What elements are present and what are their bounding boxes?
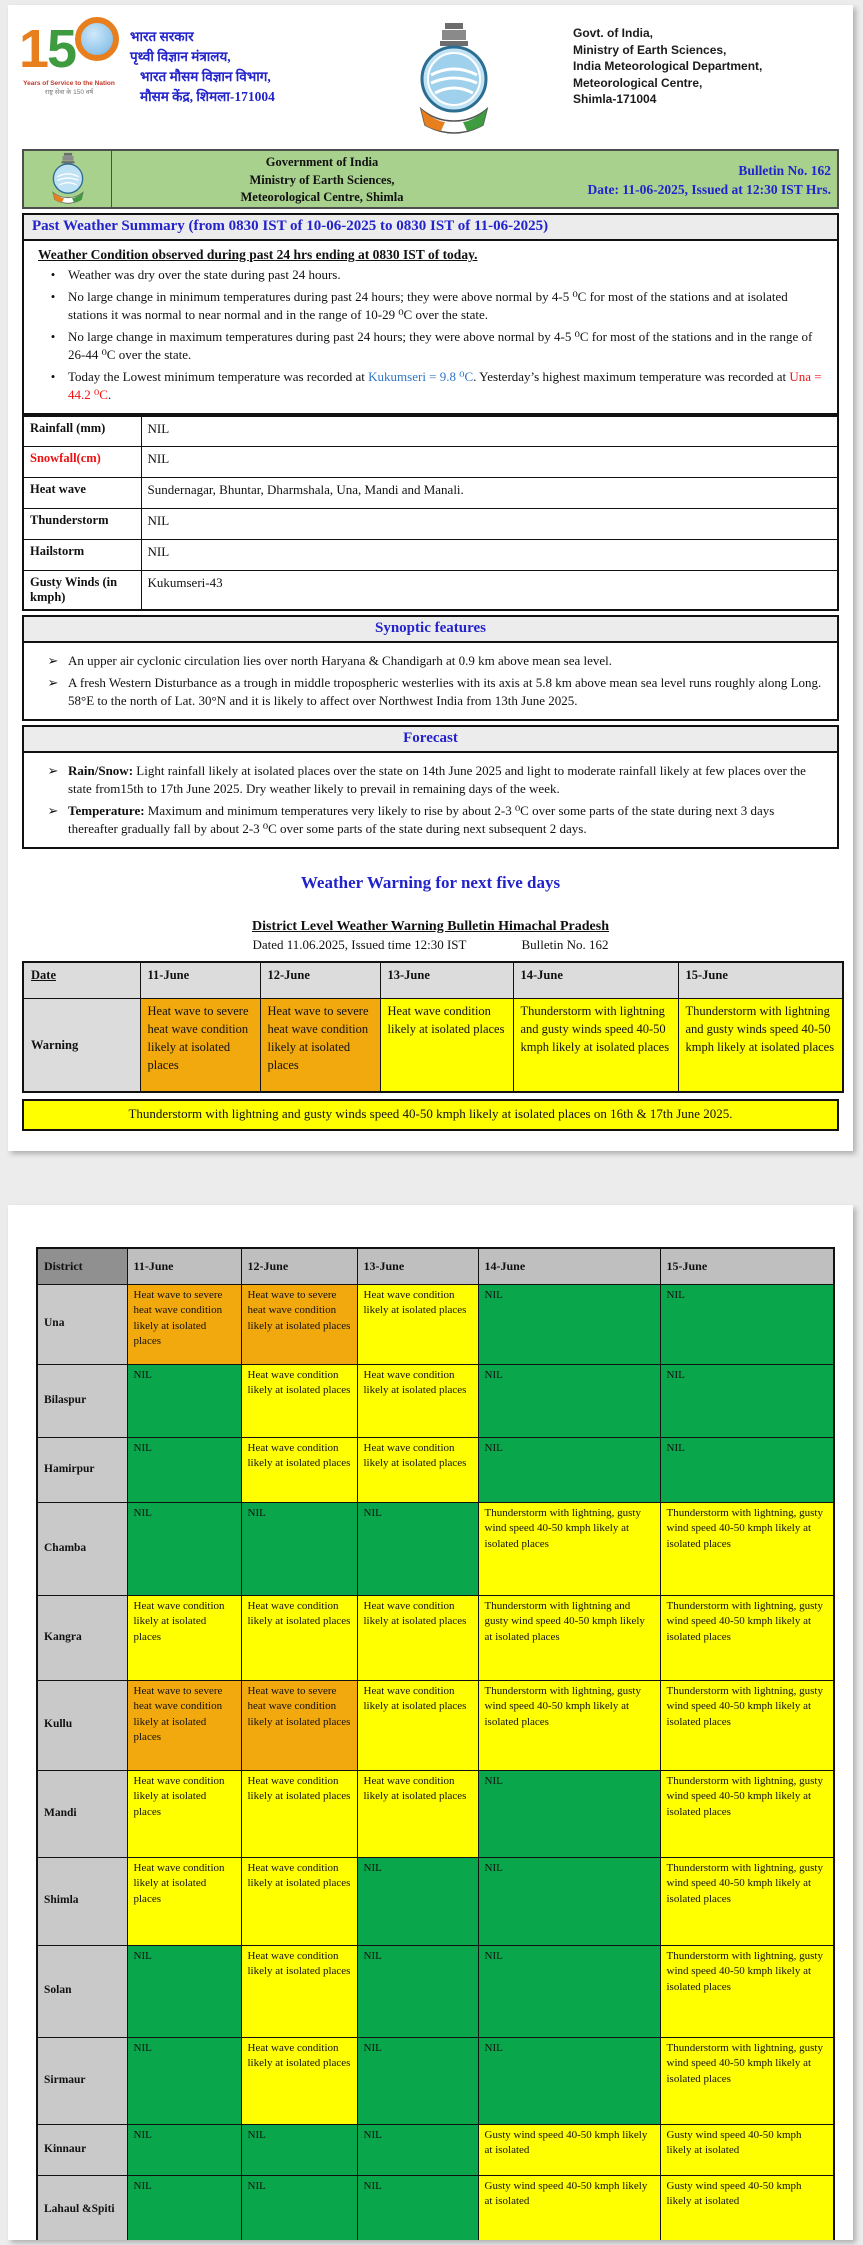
condition-row — [23, 447, 838, 478]
row-label: Shimla — [37, 1857, 127, 1945]
column-header-cell — [357, 1248, 478, 1284]
warning-cell: Heat wave condition likely at isolated places — [241, 1857, 357, 1945]
row-label: Hamirpur — [37, 1437, 127, 1502]
column-header-cell — [380, 962, 513, 999]
bullet-item — [38, 328, 827, 365]
warning-cell: NIL — [127, 1945, 241, 2037]
row-label: Una — [37, 1284, 127, 1364]
bulletin-date: Date: 11-06-2025, Issued at 12:30 IST Hrs. — [587, 182, 831, 197]
bulletin-number: Bulletin No. 162 — [738, 163, 831, 178]
conditions-table — [22, 415, 839, 612]
column-header-cell — [660, 1248, 834, 1284]
bullet-text — [68, 802, 827, 839]
warning-cell: Heat wave to severe heat wave condition likely at isolated places — [241, 1680, 357, 1770]
text-segment: Maximum and minimum temperatures very likely to rise by about 2-3 ⁰C over some parts of the state during next 3 days thereafter gradually fall by about 2-3 ⁰C over some parts of the state during next subsequent 2 days. — [68, 802, 775, 836]
forecast-title: Forecast — [22, 725, 839, 753]
warning-cell: Thunderstorm with lightning, gusty wind speed 40-50 kmph likely at isolated places — [660, 1680, 834, 1770]
text-segment: No large change in minimum temperatures during past 24 hours; they were above normal by 4-5 ⁰C for most of the stations and at isolated stations it was normal to near normal and in the range of 10-29 ⁰C over the state. — [68, 288, 788, 322]
condition-value: NIL — [141, 447, 838, 478]
condition-value: Sundernagar, Bhuntar, Dharmshala, Una, Mandi and Manali. — [141, 478, 838, 509]
logo-tagline-en: Years of Service to the Nation — [23, 80, 115, 87]
hindi-line: मौसम केंद्र, शिमला-171004 — [140, 89, 275, 104]
past-weather-summary-title: Past Weather Summary (from 0830 IST of 10-06-2025 to 0830 IST of 11-06-2025) — [22, 213, 839, 241]
table-row — [37, 2175, 834, 2240]
column-header-cell — [678, 962, 843, 999]
column-header-cell — [23, 962, 140, 999]
warning-cell: Heat wave condition likely at isolated places — [380, 999, 513, 1092]
warning-cell: Heat wave condition likely at isolated places — [357, 1770, 478, 1857]
bullet-marker-icon: • — [50, 288, 56, 304]
bullet-marker-icon: • — [50, 267, 56, 282]
warning-cell: NIL — [660, 1364, 834, 1437]
bullet-item — [38, 802, 827, 839]
bulletin-banner — [22, 149, 839, 209]
text-segment: Temperature: — [68, 802, 148, 818]
warning-cell: NIL — [478, 1437, 660, 1502]
warning-cell: Gusty wind speed 40-50 kmph likely at isolated — [660, 2124, 834, 2175]
english-line: Govt. of India, — [573, 26, 653, 40]
bullet-marker-icon: • — [50, 368, 56, 384]
bullet-item — [38, 368, 827, 405]
bullet-text — [68, 674, 827, 711]
condition-label: Heat wave — [23, 478, 141, 509]
warning-table — [22, 961, 844, 1093]
warning-cell: Heat wave to severe heat wave condition likely at isolated places — [127, 1284, 241, 1364]
row-label: Kangra — [37, 1595, 127, 1680]
logo-digit-1: 1 — [18, 19, 47, 79]
warning-cell: NIL — [357, 2037, 478, 2124]
table-row — [23, 999, 843, 1092]
row-label: Kullu — [37, 1680, 127, 1770]
warning-cell: NIL — [660, 1437, 834, 1502]
warning-cell: Thunderstorm with lightning, gusty wind speed 40-50 kmph likely at isolated places — [660, 1770, 834, 1857]
warning-cell: NIL — [357, 2124, 478, 2175]
row-label: Sirmaur — [37, 2037, 127, 2124]
hindi-line: भारत सरकार — [130, 29, 194, 44]
bullet-text — [68, 266, 827, 285]
warning-cell: Heat wave condition likely at isolated places — [241, 2037, 357, 2124]
bullet-item — [38, 266, 827, 285]
warning-cell: NIL — [127, 2175, 241, 2240]
ministry-address-hindi — [130, 17, 335, 143]
banner-line: Meteorological Centre, Shimla — [240, 190, 404, 204]
logo-digit-5: 5 — [47, 19, 76, 79]
bullet-marker-icon: • — [50, 328, 56, 344]
table-row — [37, 1502, 834, 1595]
warning-cell: Heat wave condition likely at isolated places — [127, 1857, 241, 1945]
english-line: Ministry of Earth Sciences, — [573, 42, 727, 57]
synoptic-box — [22, 643, 839, 721]
bullet-item — [38, 652, 827, 671]
banner-bulletin-info — [532, 151, 837, 207]
column-header: 13-June — [363, 1258, 405, 1273]
table-row — [37, 2037, 834, 2124]
warning-cell: Thunderstorm with lightning, gusty wind speed 40-50 kmph likely at isolated places — [660, 1857, 834, 1945]
row-label: Solan — [37, 1945, 127, 2037]
bullet-text — [68, 288, 827, 325]
warning-cell: Thunderstorm with lightning, gusty wind speed 40-50 kmph likely at isolated places — [478, 1680, 660, 1770]
hindi-line: पृथ्वी विज्ञान मंत्रालय, — [130, 49, 231, 64]
warning-cell: NIL — [478, 2037, 660, 2124]
page-gap — [0, 1151, 863, 1205]
condition-row — [23, 478, 838, 509]
text-segment: . — [107, 387, 112, 402]
warning-cell: Heat wave to severe heat wave condition likely at isolated places — [260, 999, 380, 1092]
warning-cell: NIL — [241, 1502, 357, 1595]
english-line: India Meteorological Department, — [573, 59, 763, 73]
bullet-text — [68, 368, 827, 405]
warning-cell: Heat wave condition likely at isolated places — [357, 1437, 478, 1502]
letterhead — [8, 5, 853, 147]
text-segment: An upper air cyclonic circulation lies over north Haryana & Chandigarh at 0.9 km above mean sea level. — [68, 653, 613, 668]
warning-cell: Thunderstorm with lightning, gusty wind speed 40-50 kmph likely at isolated places — [660, 2037, 834, 2124]
warning-cell: Heat wave condition likely at isolated places — [357, 1680, 478, 1770]
condition-value: NIL — [141, 540, 838, 571]
column-header-cell — [140, 962, 260, 999]
text-segment: Weather was dry over the state during past 24 hours. — [68, 267, 341, 282]
column-header: 12-June — [267, 967, 310, 982]
banner-line: Ministry of Earth Sciences, — [249, 172, 395, 187]
warning-cell: Thunderstorm with lightning and gusty winds speed 40-50 kmph likely at isolated places — [678, 999, 843, 1092]
past-weather-box — [22, 241, 839, 415]
warning-cell: Heat wave to severe heat wave condition likely at isolated places — [241, 1284, 357, 1364]
warning-cell: Gusty wind speed 40-50 kmph likely at isolated — [660, 2175, 834, 2240]
warning-cell: NIL — [478, 1284, 660, 1364]
bullet-marker-icon: ➢ — [47, 762, 59, 778]
bullet-item — [38, 288, 827, 325]
warning-cell: Heat wave condition likely at isolated places — [241, 1364, 357, 1437]
imd-emblem-icon — [415, 21, 493, 143]
condition-label: Thunderstorm — [23, 509, 141, 540]
english-line: Shimla-171004 — [573, 92, 657, 106]
warning-cell: NIL — [478, 1770, 660, 1857]
bullet-item — [38, 762, 827, 799]
warning-cell: NIL — [478, 1364, 660, 1437]
condition-value: Kukumseri-43 — [141, 571, 838, 611]
bullet-text — [68, 328, 827, 365]
synoptic-features-title: Synoptic features — [22, 615, 839, 643]
warning-cell: Heat wave condition likely at isolated places — [357, 1284, 478, 1364]
forecast-bullets — [38, 762, 827, 839]
column-header: 14-June — [484, 1258, 526, 1273]
warning-note: Thunderstorm with lightning and gusty winds speed 40-50 kmph likely at isolated places on 16th & 17th June 2025. — [22, 1099, 839, 1131]
column-header: 14-June — [520, 967, 563, 982]
warning-cell: NIL — [127, 2037, 241, 2124]
condition-label: Gusty Winds (in kmph) — [23, 571, 141, 611]
text-segment: Una = 44.2 ⁰C — [68, 368, 822, 402]
warning-cell: Heat wave to severe heat wave condition likely at isolated places — [127, 1680, 241, 1770]
text-segment: Today the Lowest minimum temperature was recorded at — [68, 368, 369, 384]
warning-cell: Gusty wind speed 40-50 kmph likely at isolated — [478, 2124, 660, 2175]
banner-line: Government of India — [265, 155, 379, 169]
column-header-cell — [127, 1248, 241, 1284]
column-header-cell — [478, 1248, 660, 1284]
condition-label: Hailstorm — [23, 540, 141, 571]
condition-label: Snowfall(cm) — [23, 447, 141, 478]
warning-cell: Thunderstorm with lightning, gusty wind speed 40-50 kmph likely at isolated places — [660, 1502, 834, 1595]
warning-cell: NIL — [478, 1945, 660, 2037]
district-bulletin-subtitle: District Level Weather Warning Bulletin Himachal Pradesh — [252, 918, 609, 934]
bullet-text — [68, 652, 827, 671]
table-row — [37, 1680, 834, 1770]
header-row — [37, 1248, 834, 1284]
column-header: 13-June — [387, 967, 430, 982]
row-label: Warning — [23, 999, 140, 1092]
condition-label: Rainfall (mm) — [23, 416, 141, 447]
warning-cell: NIL — [357, 2175, 478, 2240]
text-segment: Light rainfall likely at isolated places over the state on 14th June 2025 and light to moderate rainfall likely at few places over the state from15th to 17th June 2025. Dry weather likely to prevail in remaining days of the week. — [68, 762, 806, 796]
text-segment: No large change in maximum temperatures during past 24 hours; they were above normal by 4-5 ⁰C for most of the stations and in the range of 26-44 ⁰C over the state. — [68, 328, 813, 362]
row-label: Bilaspur — [37, 1364, 127, 1437]
condition-row — [23, 571, 838, 611]
weather-warning-title: Weather Warning for next five days — [300, 872, 561, 892]
bullet-marker-icon: ➢ — [47, 653, 59, 668]
warning-cell: Heat wave condition likely at isolated places — [241, 1595, 357, 1680]
condition-value: NIL — [141, 509, 838, 540]
column-header: 15-June — [685, 967, 728, 982]
warning-cell: NIL — [241, 2124, 357, 2175]
text-segment: . Yesterday’s highest maximum temperature was recorded at — [473, 368, 790, 384]
warning-cell: Thunderstorm with lightning and gusty winds speed 40-50 kmph likely at isolated places — [513, 999, 678, 1092]
column-header: 11-June — [133, 1258, 174, 1273]
forecast-box — [22, 753, 839, 849]
row-label: Lahaul &Spiti — [37, 2175, 127, 2240]
english-line: Meteorological Centre, — [573, 75, 703, 90]
column-header: Date — [31, 967, 56, 982]
warning-cell: NIL — [127, 1364, 241, 1437]
table-row — [37, 1595, 834, 1680]
globe-icon — [75, 17, 119, 61]
table-row — [37, 1945, 834, 2037]
banner-org-lines — [112, 151, 532, 207]
warning-cell: NIL — [127, 2124, 241, 2175]
condition-row — [23, 416, 838, 447]
row-label: Mandi — [37, 1770, 127, 1857]
district-warning-table — [36, 1247, 835, 2240]
warning-cell: Thunderstorm with lightning and gusty wind speed 40-50 kmph likely at isolated places — [478, 1595, 660, 1680]
bullet-item — [38, 674, 827, 711]
table-row — [37, 2124, 834, 2175]
table-row — [37, 1364, 834, 1437]
table-row — [37, 1857, 834, 1945]
row-label: Kinnaur — [37, 2124, 127, 2175]
dateline-date: Dated 11.06.2025, Issued time 12:30 IST — [252, 936, 467, 952]
warning-cell: NIL — [357, 1502, 478, 1595]
condition-row — [23, 540, 838, 571]
warning-cell: Heat wave condition likely at isolated places — [241, 1770, 357, 1857]
text-segment: A fresh Western Disturbance as a trough in middle tropospheric westerlies with its axis at 5.8 km above mean sea level runs roughly along Long. 58°E to the north of Lat. 30°N and it is likely to affect over Northwest India from 13th June 2025. — [68, 674, 822, 708]
table-row — [37, 1770, 834, 1857]
warning-cell: Heat wave condition likely at isolated places — [357, 1364, 478, 1437]
warning-cell: NIL — [660, 1284, 834, 1364]
bullet-text — [68, 762, 827, 799]
row-label: Chamba — [37, 1502, 127, 1595]
header-row — [23, 962, 843, 999]
warning-cell: NIL — [357, 1857, 478, 1945]
column-header: 15-June — [666, 1258, 708, 1273]
warning-cell: Thunderstorm with lightning, gusty wind speed 40-50 kmph likely at isolated places — [478, 1502, 660, 1595]
table-row — [37, 1284, 834, 1364]
column-header: 11-June — [147, 967, 190, 982]
warning-cell: Heat wave condition likely at isolated places — [241, 1945, 357, 2037]
dateline-bulletin-no: Bulletin No. 162 — [521, 936, 609, 952]
observation-bullets — [38, 266, 827, 405]
synoptic-bullets — [38, 652, 827, 711]
column-header: District — [44, 1258, 83, 1273]
ministry-address-english — [573, 17, 841, 143]
bulletin-dateline — [8, 937, 853, 953]
warning-cell: Thunderstorm with lightning, gusty wind speed 40-50 kmph likely at isolated places — [660, 1595, 834, 1680]
warning-cell: NIL — [241, 2175, 357, 2240]
bulletin-page-2 — [8, 1205, 853, 2240]
column-header-cell — [241, 1248, 357, 1284]
bullet-marker-icon: ➢ — [47, 802, 59, 818]
warning-cell: Heat wave condition likely at isolated places — [127, 1770, 241, 1857]
warning-cell: Gusty wind speed 40-50 kmph likely at isolated — [478, 2175, 660, 2240]
warning-cell: Heat wave condition likely at isolated places — [357, 1595, 478, 1680]
observation-heading: Weather Condition observed during past 24 hrs ending at 0830 IST of today. — [38, 247, 478, 262]
bulletin-page-1 — [8, 5, 853, 1151]
column-header-cell — [37, 1248, 127, 1284]
warning-cell: Heat wave to severe heat wave condition likely at isolated places — [140, 999, 260, 1092]
warning-cell: Heat wave condition likely at isolated places — [127, 1595, 241, 1680]
bullet-marker-icon: ➢ — [47, 674, 59, 690]
condition-value: NIL — [141, 416, 838, 447]
banner-emblem-icon — [24, 151, 112, 207]
table-row — [37, 1437, 834, 1502]
column-header-cell — [513, 962, 678, 999]
warning-cell: NIL — [478, 1857, 660, 1945]
warning-cell: Heat wave condition likely at isolated places — [241, 1437, 357, 1502]
condition-row — [23, 509, 838, 540]
hindi-line: भारत मौसम विज्ञान विभाग, — [140, 69, 271, 84]
warning-cell: Thunderstorm with lightning, gusty wind speed 40-50 kmph likely at isolated places — [660, 1945, 834, 2037]
imd-150-logo — [18, 17, 120, 143]
logo-tagline-hi: राष्ट्र सेवा के 150 वर्ष — [44, 89, 94, 96]
text-segment: Rain/Snow: — [68, 762, 137, 778]
warning-cell: NIL — [127, 1437, 241, 1502]
column-header-cell — [260, 962, 380, 999]
text-segment: Kukumseri = 9.8 ⁰C — [368, 368, 474, 384]
warning-cell: NIL — [357, 1945, 478, 2037]
column-header: 12-June — [247, 1258, 289, 1273]
warning-cell: NIL — [127, 1502, 241, 1595]
